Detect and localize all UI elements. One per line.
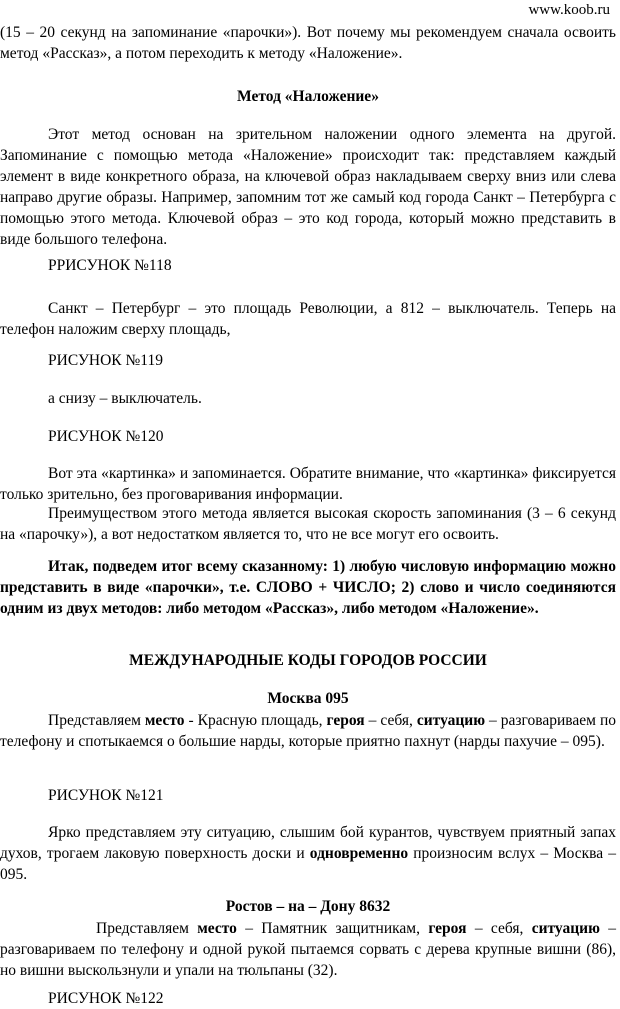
text-segment: Ярко представляем эту ситуацию, слышим бой курантов, чувствуем приятный запах духов, трогаем лаковую поверхность доски и xyxy=(0,824,616,862)
paragraph-moscow xyxy=(0,710,616,752)
paragraph-moscow-2 xyxy=(0,822,616,885)
paragraph-below: а снизу – выключатель. xyxy=(48,390,202,407)
paragraph-rostov xyxy=(0,918,616,981)
keyword-place: место xyxy=(144,712,185,729)
text-segment: Представляем xyxy=(96,920,198,937)
site-header[interactable]: www.koob.ru xyxy=(528,2,610,18)
keyword-place: место xyxy=(197,920,237,937)
heading-method-overlay: Метод «Наложение» xyxy=(237,88,379,105)
text-segment: – себя, xyxy=(364,712,417,729)
paragraph-advantage: Преимуществом этого метода является высокая скорость запоминания (3 – 6 секунд на «парочку»), а вот недостатком является то, что не все могут его освоить. xyxy=(0,505,616,543)
keyword-hero: героя xyxy=(326,712,365,729)
keyword-hero: героя xyxy=(428,920,467,937)
paragraph-method: Этот метод основан на зрительном наложении одного элемента на другой. Запоминание с помощью метода «Наложение» происходит так: представляем каждый элемент в виде конкретного образа, на ключевой образ накладываем сверху вниз или слева направо другие образы. Например, запомним тот же самый код города Санкт – Петербурга с помощью этого метода. Ключевой образ – это код города, который можно представить в виде большого телефона. xyxy=(0,126,616,248)
figure-caption-120: РИСУНОК №120 xyxy=(48,428,164,445)
text-segment: произносим вслух – Москва – 095. xyxy=(0,845,617,883)
figure-caption-121: РИСУНОК №121 xyxy=(48,787,164,804)
figure-caption-119: РИСУНОК №119 xyxy=(48,352,163,369)
keyword-situation: ситуацию xyxy=(416,712,486,729)
text-segment: - Красную площадь, xyxy=(184,712,327,729)
text-segment: Представляем xyxy=(48,712,145,729)
text-segment: – себя, xyxy=(466,920,532,937)
paragraph-spb: Санкт – Петербург – это площадь Революции, а 812 – выключатель. Теперь на телефон наложим сверху площадь, xyxy=(0,300,616,338)
figure-caption-122: РИСУНОК №122 xyxy=(48,990,164,1007)
paragraph-picture: Вот эта «картинка» и запоминается. Обратите внимание, что «картинка» фиксируется только зрительно, без проговаривания информации. xyxy=(0,465,616,503)
text-segment: – Памятник защитникам, xyxy=(236,920,429,937)
heading-rostov: Ростов – на – Дону 8632 xyxy=(225,898,391,915)
keyword-simultaneously: одновременно xyxy=(309,845,409,862)
heading-moscow: Москва 095 xyxy=(267,690,349,707)
text-segment: – разговариваем по телефону и спотыкаемся о большие нарды, которые приятно пахнут (нарды пахучие – 095). xyxy=(0,712,616,750)
text-segment: – разговариваем по телефону и одной рукой пытаемся сорвать с дерева крупные вишни (86), но вишни выскользнули и упали на тюльпаны (32). xyxy=(0,920,616,979)
keyword-situation: ситуацию xyxy=(531,920,600,937)
paragraph-intro: (15 – 20 секунд на запоминание «парочки»). Вот почему мы рекомендуем сначала освоить метод «Рассказ», а потом переходить к методу «Наложение». xyxy=(0,24,616,62)
heading-city-codes: МЕЖДУНАРОДНЫЕ КОДЫ ГОРОДОВ РОССИИ xyxy=(129,652,487,669)
figure-caption-118: РРИСУНОК №118 xyxy=(48,257,172,274)
paragraph-summary: Итак, подведем итог всему сказанному: 1) любую числовую информацию можно представить в виде «парочки», т.е. СЛОВО + ЧИСЛО; 2) слово и число соединяются одним из двух методов: либо методом «Рассказ», либо методом «Наложение». xyxy=(0,558,616,617)
